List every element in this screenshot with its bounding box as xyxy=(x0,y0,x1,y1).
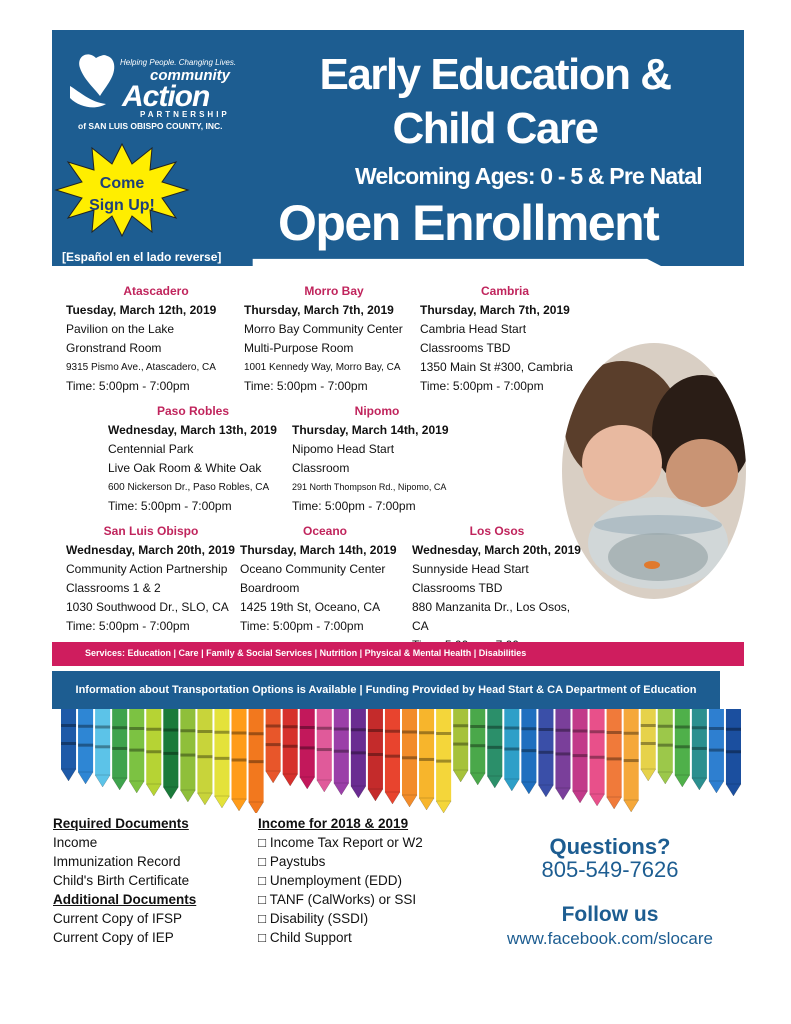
crayon xyxy=(402,709,417,807)
room-line: Classroom xyxy=(292,461,350,475)
venue-line: Community Action Partnership xyxy=(66,562,228,576)
income-item: □ Disability (SSDI) xyxy=(258,911,369,926)
city-name: Oceano xyxy=(302,524,347,538)
event-date: Wednesday, March 20th, 2019 xyxy=(66,543,235,557)
room-line: Classrooms TBD xyxy=(412,581,503,595)
event-date: Tuesday, March 12th, 2019 xyxy=(66,303,217,317)
crayon xyxy=(521,709,536,794)
event-date: Thursday, March 14th, 2019 xyxy=(292,423,449,437)
room-line: Multi-Purpose Room xyxy=(244,341,354,355)
room-line: Gronstrand Room xyxy=(66,341,162,355)
crayon xyxy=(112,709,127,790)
venue-line: Nipomo Head Start xyxy=(292,442,395,456)
logo-action-text: Action xyxy=(122,80,210,113)
address-line: 291 North Thompson Rd., Nipomo, CA xyxy=(292,482,447,492)
address-line: 9315 Pismo Ave., Atascadero, CA xyxy=(66,362,216,373)
location-los-osos xyxy=(412,522,582,655)
crayon xyxy=(470,709,485,785)
starburst-line-1: Come xyxy=(99,175,145,192)
location-morro-bay xyxy=(244,282,424,396)
room-line: Boardroom xyxy=(240,581,300,595)
crayon xyxy=(317,709,332,792)
crayon xyxy=(504,709,519,791)
income-item: □ Income Tax Report or W2 xyxy=(258,835,423,850)
income-item: □ TANF (CalWorks) or SSI xyxy=(258,892,417,907)
event-date: Wednesday, March 13th, 2019 xyxy=(108,423,277,437)
location-oceano xyxy=(240,522,410,636)
crayon xyxy=(436,709,451,813)
event-date: Thursday, March 7th, 2019 xyxy=(244,303,394,317)
required-documents-heading: Required Documents xyxy=(53,816,189,831)
time-line: Time: 5:00pm - 7:00pm xyxy=(292,499,416,513)
crayon xyxy=(538,709,553,797)
venue-line: Morro Bay Community Center xyxy=(244,322,403,336)
time-line: Time: 5:00pm - 7:00pm xyxy=(108,499,232,513)
additional-documents-heading: Additional Documents xyxy=(53,892,197,907)
event-date: Wednesday, March 20th, 2019 xyxy=(412,543,581,557)
crayon xyxy=(334,709,349,795)
logo-community-text: community xyxy=(150,67,231,84)
crayon xyxy=(573,709,588,803)
time-line: Time: 5:00pm - 7:00pm xyxy=(240,619,364,633)
city-name: San Luis Obispo xyxy=(103,524,199,538)
required-doc-item: Child's Birth Certificate xyxy=(53,873,190,888)
crayon xyxy=(709,709,724,793)
additional-doc-item: Current Copy of IFSP xyxy=(53,911,183,926)
time-line: Time: 5:00pm - 7:00pm xyxy=(244,379,368,393)
crayon xyxy=(283,709,298,786)
title-line-1: Early Education & xyxy=(319,50,671,99)
crayon xyxy=(590,709,605,806)
crayon xyxy=(351,709,366,798)
crayon xyxy=(78,709,93,784)
venue-line: Pavilion on the Lake xyxy=(66,322,175,336)
crayon xyxy=(624,709,639,812)
event-date: Thursday, March 7th, 2019 xyxy=(420,303,570,317)
location-atascadero xyxy=(66,282,246,396)
logo-partnership-text: PARTNERSHIP xyxy=(140,110,230,119)
income-column xyxy=(258,814,458,947)
room-line: Live Oak Room & White Oak xyxy=(108,461,262,475)
time-line: Time: 5:00pm - 7:00pm xyxy=(66,379,190,393)
crayon xyxy=(249,709,264,813)
income-item: □ Unemployment (EDD) xyxy=(258,873,402,888)
additional-doc-item: Current Copy of IEP xyxy=(53,930,174,945)
address-line: 1001 Kennedy Way, Morro Bay, CA xyxy=(244,362,401,373)
city-name: Nipomo xyxy=(354,404,400,418)
crayon xyxy=(214,709,229,808)
venue-line: Cambria Head Start xyxy=(420,322,527,336)
location-nipomo xyxy=(292,402,462,516)
services-text: Services: Education | Care | Family & Social Services | Nutrition | Physical & Mental Health | Disabilities xyxy=(85,648,527,658)
questions-heading: Questions? xyxy=(549,834,671,859)
crayon xyxy=(453,709,468,782)
crayon xyxy=(487,709,502,788)
room-line: Classrooms 1 & 2 xyxy=(66,581,161,595)
crayon xyxy=(726,709,741,796)
time-line: Time: 5:00pm - 7:00pm xyxy=(66,619,190,633)
crayon xyxy=(555,709,570,800)
crayon xyxy=(232,709,247,811)
follow-us-heading: Follow us xyxy=(561,903,659,926)
come-sign-up-starburst-icon xyxy=(52,140,192,240)
income-heading: Income for 2018 & 2019 xyxy=(258,816,409,831)
crayon xyxy=(129,709,144,793)
city-name: Cambria xyxy=(480,284,530,298)
venue-line: Centennial Park xyxy=(108,442,194,456)
title-line-2: Child Care xyxy=(392,104,598,153)
address-line: 1030 Southwood Dr., SLO, CA xyxy=(66,600,229,614)
crayon xyxy=(658,709,673,784)
crayon xyxy=(163,709,178,799)
address-line: 880 Manzanita Dr., Los Osos, CA xyxy=(412,600,571,633)
city-name: Paso Robles xyxy=(156,404,230,418)
documents-column xyxy=(53,814,253,947)
time-line: Time: 5:00pm - 7:00pm xyxy=(420,379,544,393)
heart-hands-logo-icon xyxy=(66,50,122,114)
address-line: 600 Nickerson Dr., Paso Robles, CA xyxy=(108,482,270,493)
address-line: 1425 19th St, Oceano, CA xyxy=(240,600,381,614)
crayon xyxy=(197,709,212,805)
required-doc-item: Income xyxy=(53,835,98,850)
crayon xyxy=(368,709,383,801)
crayon xyxy=(146,709,161,796)
logo-county-text: of SAN LUIS OBISPO COUNTY, INC. xyxy=(78,121,223,131)
crayon xyxy=(385,709,400,804)
facebook-link[interactable]: www.facebook.com/slocare xyxy=(507,929,713,948)
income-item: □ Child Support xyxy=(258,930,352,945)
crayon xyxy=(641,709,656,781)
crayon xyxy=(180,709,195,802)
crayon xyxy=(61,709,76,781)
location-paso-robles xyxy=(108,402,278,516)
event-date: Thursday, March 14th, 2019 xyxy=(240,543,397,557)
city-name: Los Osos xyxy=(469,524,525,538)
welcoming-ages: Welcoming Ages: 0 - 5 & Pre Natal xyxy=(355,163,702,189)
crayon xyxy=(266,709,281,783)
city-name: Atascadero xyxy=(123,284,189,298)
room-line: Classrooms TBD xyxy=(420,341,511,355)
open-enrollment-heading: Open Enrollment xyxy=(278,195,659,251)
address-line: 1350 Main St #300, Cambria xyxy=(420,360,573,374)
crayon xyxy=(692,709,707,790)
crayon xyxy=(300,709,315,789)
city-name: Morro Bay xyxy=(304,284,364,298)
crayon xyxy=(607,709,622,809)
income-item: □ Paystubs xyxy=(258,854,326,869)
location-san-luis-obispo xyxy=(66,522,236,636)
transport-text: Information about Transportation Options is Available | Funding Provided by Head Start & CA Department of Education xyxy=(75,684,697,696)
crayons-illustration xyxy=(60,709,742,813)
crayon xyxy=(419,709,434,810)
children-fishbowl-photo xyxy=(562,343,746,599)
required-doc-item: Immunization Record xyxy=(53,854,181,869)
crayon xyxy=(675,709,690,787)
venue-line: Oceano Community Center xyxy=(240,562,386,576)
phone-number[interactable]: 805-549-7626 xyxy=(541,857,679,882)
venue-line: Sunnyside Head Start xyxy=(412,562,529,576)
logo-tagline: Helping People. Changing Lives. xyxy=(120,58,237,67)
crayon xyxy=(95,709,110,787)
starburst-line-2: Sign Up! xyxy=(89,197,155,214)
espanol-note: [Español en el lado reverse] xyxy=(62,250,222,264)
